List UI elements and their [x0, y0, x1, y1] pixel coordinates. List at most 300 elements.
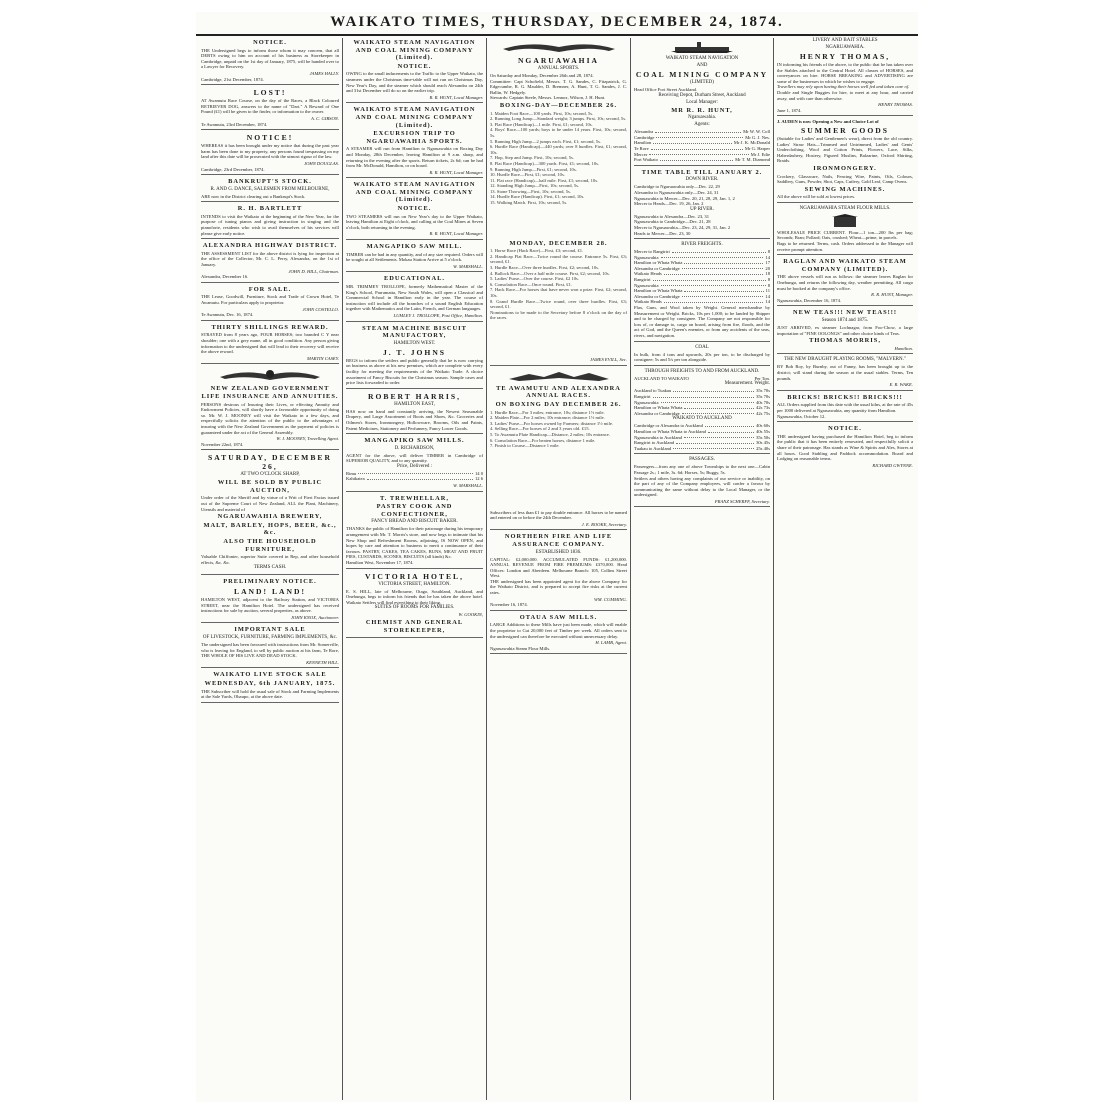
weight-rate: 70s: [763, 399, 770, 405]
ad-signature: LUMLEY J. TROLLOPE, Post Office, Hamilton.: [393, 312, 483, 318]
ad-body: All the above will be sold at lowest prices.: [777, 194, 856, 200]
mill-cut-icon: [820, 214, 870, 228]
price-value: 12 6: [474, 476, 483, 482]
ad-place: Ngaruawahia, October 12.: [777, 413, 826, 419]
ad-place: Te Awamutu, 23rd December, 1874.: [201, 121, 268, 127]
ad-signature: R. R. HUNT, Manager.: [871, 292, 913, 298]
agent-place: Hamilton: [634, 140, 652, 146]
ad-body: THANKS the public of Hamilton for their patronage during his temporary arrangement with Mr. T. Morris's store, and now begs to intimate that his New Shop and Refreshment Rooms, adjoining, IS NOW OPEN, and hopes by care and attention to business to merit a continuance of their favours. PASTRY, CAKES, TEA CAKES, BUNS, MEAT AND FRUIT PIES, CUSTARDS, SCONES, BISCUITS (all kinds) &c.: [346, 526, 483, 560]
price-item: Kahikatea: [346, 476, 365, 482]
ad-title: NOTICE.: [253, 39, 287, 46]
ad-signature: WM. CUMMING.: [593, 596, 627, 602]
ad-title: HENRY THOMAS,: [799, 52, 891, 61]
ornament-cut-icon: [499, 40, 619, 54]
ad-body: PERSONS desirous of Insuring their Lives, or effecting Annuity and Endowment Policies, will shortly have a favourable opportunity of doing so. Mr. W. J. MOONEY will visit the Waikato in a few days, and respectfully solicits the attention of the public to the advantages of insuring with the New Zealand Government as the payment of policies is guaranteed under the act of the General Assembly.: [201, 401, 339, 435]
masthead-title: WAIKATO TIMES, THURSDAY, DECEMBER 24, 1874.: [330, 14, 784, 30]
measure-rate: 25s: [756, 445, 763, 451]
freight-rate: 17: [765, 260, 770, 266]
ad-title: RIVER FREIGHTS.: [681, 242, 723, 248]
ad-signature: JAMES HALLY.: [309, 70, 339, 76]
ad-day: MONDAY, DECEMBER 28.: [509, 239, 608, 247]
ad-signature: JOHN DOUGLAS.: [304, 160, 339, 166]
ad-body: CAPITAL: £2,000,000. ACCUMULATED FUNDS: £1,200,000. ANNUAL REVENUE FROM FIRE PREMIUMS: £370,000. Head Offices: London and Aberdeen. Melbourne Branch: 105, Collins Street West.: [490, 556, 627, 579]
through-route: Cambridge or Alexandra to Auckland: [634, 423, 703, 429]
through-route: Tuakau to Auckland: [634, 445, 672, 451]
freight-route: Rangiriri: [634, 277, 651, 283]
ad-body: Bags to be returned. Terms, cash. Orders addressed to the Manager will receive prompt attention.: [777, 241, 913, 252]
ad-body: Travellers may rely upon having their horses well fed and taken care of.: [777, 84, 910, 90]
down-river-label: DOWN RIVER.: [685, 177, 719, 183]
ad-lead: WILL BE SOLD BY PUBLIC AUCTION,: [217, 479, 323, 494]
ad-title: NEW ZEALAND GOVERNMENT LIFE INSURANCE AND ANNUITIES.: [201, 385, 339, 400]
measure-rate: 42s: [756, 410, 763, 416]
ad-signature: A. C. GIBSON.: [311, 115, 339, 121]
ad-title: WAIKATO STEAM NAVIGATION AND COAL MINING COMPANY (Limited).: [353, 106, 476, 129]
ad-title: R. H. BARTLETT: [237, 205, 303, 213]
ad-subtitle: Season 1874 and 1875.: [821, 318, 869, 323]
ad-title: THIRTY SHILLINGS REWARD.: [211, 323, 329, 331]
ad-title: COAL: [695, 344, 709, 350]
ad-head: EXCURSION TRIP TO NGARUAWAHIA SPORTS.: [366, 130, 463, 145]
freight-rate: 11: [765, 288, 770, 294]
ad-body: THE Lease, Goodwill, Furniture, Stock and Trade of Crown Hotel, Te Awamutu. For particulars apply to proprietor.: [201, 294, 339, 305]
reward-ad: [201, 324, 339, 365]
ad-signature: W. GOOKIN,: [458, 612, 483, 618]
saw-mill-ad: [490, 614, 627, 655]
ad-place: November 22nd, 1874.: [201, 441, 244, 447]
educational-ad: [346, 275, 483, 321]
columns: [198, 38, 916, 1100]
ad-signature: RICHARD GWYNNE.: [872, 462, 913, 468]
ad-head: NOTICE.: [397, 205, 432, 213]
weight-rate: 73s: [763, 405, 770, 411]
ad-body: IN informing his friends of the above, to the public that he has taken over the Stables attached to the Central Hotel. All classes of HORSES, and conveyances on hire. HORSE BREAKING and ADVERTISING are some of the businesses in which he wishes to engage.: [777, 62, 913, 84]
excursion-ad: [346, 106, 483, 178]
ad-title: NOTICE.: [828, 425, 862, 433]
newspaper-page: [196, 12, 918, 1102]
preliminary-ad: [201, 578, 339, 623]
measure-header: Measurement. Weight.: [724, 381, 770, 387]
agent-name: Mr G. Harper: [744, 145, 770, 151]
ad-title: TIME TABLE TILL JANUARY 2.: [641, 168, 763, 176]
ad-place: Ngaruawahia Steam Flour Mills.: [490, 645, 551, 651]
agent-place: Port Waikato: [634, 157, 658, 163]
ad-title: NOTICE!: [246, 133, 294, 143]
timetable-line: Ngaruawahia to Mercer—Dec. 20, 21, 28, 29, Jan. 1, 2: [634, 195, 735, 201]
ad-title: PRELIMINARY NOTICE.: [223, 578, 317, 586]
masthead: [196, 12, 918, 36]
measure-rate: 40s: [756, 428, 763, 434]
ad-title: WAIKATO STEAM NAVIGATION AND COAL MINING COMPANY (Limited).: [353, 181, 476, 204]
weight-rate: 70s: [763, 388, 770, 394]
ad-body: The undersigned has been favoured with instructions from Mr. Somerville, who is leaving for England, to sell by public auction at his farm, Te Rore, THE WHOLE OF HIS LIVE AND DEAD STOCK.: [201, 641, 339, 659]
ad-title: ROBERT HARRIS,: [368, 391, 461, 401]
horse-race-cut-icon: [499, 369, 619, 383]
freight-route: Alexandra or Cambridge: [634, 293, 680, 299]
column-3: [486, 38, 630, 1100]
ad-title: STEAM MACHINE BISCUIT MANUFACTORY,: [362, 324, 467, 340]
through-route: Ngaruawahia: [634, 399, 659, 405]
ad-signature: W. MARSHALL.: [453, 483, 483, 489]
ad-title: WAIKATO STEAM NAVIGATION: [665, 56, 739, 61]
through-route: Ngaruawahia to Auckland: [634, 434, 682, 440]
route-direction: AUCKLAND TO WAIKATO: [634, 375, 689, 381]
ad-signature: E. R. WAKE.: [889, 382, 913, 388]
ad-title: MANGAPIKO SAW MILL.: [366, 243, 463, 251]
measure-rate: 35s: [756, 388, 763, 394]
ad-subtitle: NGARUAWAHIA.: [825, 45, 865, 50]
agent-name: Mr J. K. McDonald: [733, 140, 770, 146]
drapery-ad: [346, 392, 483, 434]
ad-body: (Suitable for Ladies' and Gentlemen's wear), direct from the old country. Ladies' Straw Hats—Trimmed and Untrimmed, Ladies' and Gents' Underclothing, Wool and Cotton Prints, Flowers, Lace, Silks, Haberdashery, Hosiery, Figured Muslins, Balzarine, Oxford Shirting, Braids.: [777, 135, 913, 164]
ad-body: BEGS to inform the settlers and public generally that he is now carrying on business as above at his new premises, which are complete with every facility for meeting the requirements of the Waikato Trade. A choice assortment of Fancy Biscuits for the Christmas season. Sample cases and price lists forwarded to order.: [346, 357, 483, 386]
teas-ad: [777, 309, 913, 354]
ad-title: WAIKATO LIVE STOCK SALE: [213, 671, 327, 679]
ad-subtitle: HAMILTON WEST.: [393, 340, 436, 346]
crest-cut-icon: [215, 367, 325, 383]
ad-body: Valuable Chiffonier, superior Suite covered in Rep, and other household effects, &c. &c.: [201, 554, 339, 565]
ad-signature: THOMAS MORRIS,: [809, 337, 881, 345]
ad-place: Alexandra, December 16.: [201, 274, 249, 280]
ad-body: HAMILTON WEST, adjacent to the Railway Station, and VICTORIA STREET, near the Hamilton Hotel. The undersigned has received instructions for sale by auction, several properties, as above.: [201, 597, 339, 614]
important-sale-ad: [201, 626, 339, 668]
ad-body: Under order of the Sheriff and by virtue of a Writ of Fieri Facias issued out of the Supreme Court of New Zealand, ALL the Plant, Machinery, Utensils and material of: [201, 495, 339, 512]
freight-rate: 18: [765, 271, 770, 277]
agent-place: Alexandra: [634, 129, 654, 135]
ad-terms: TERMS CASH.: [253, 565, 287, 571]
ad-place: Cambridge, 23rd December, 1874.: [201, 166, 265, 172]
agent-place: Te Rore: [634, 145, 649, 151]
ad-stewards: Stewards: Captain Steele, Messrs. Lennox, Wilson, J. H. Hunt.: [490, 95, 606, 101]
hotel-notice-ad: [777, 425, 913, 470]
livestock-ad: [201, 671, 339, 702]
measure-rate: 35s: [756, 434, 763, 440]
freight-rate: 8: [767, 277, 770, 283]
ad-body: LARGE Additions to these Mills have just been made, which will enable the proprietor to Cut 20,000 feet of Timber per week. All orders sent to the undersigned can therefore be executed without unnecessary delay.: [490, 622, 627, 639]
weight-rate: 55s: [763, 428, 770, 434]
ad-title: PASSAGES.: [689, 457, 715, 463]
navigation-notice-ad: [346, 39, 483, 103]
ad-name: J. T. JOHNS: [382, 347, 447, 357]
ad-signature: JOHN D. HILL, Chairman.: [288, 268, 339, 274]
ad-title: THE NEW DRAUGHT PLAYING ROOMS, "MALVERN.": [784, 357, 906, 363]
notice-ad: [201, 133, 339, 175]
ad-subtitle: ESTABLISHED 1836.: [535, 549, 582, 555]
ad-head: SEWING MACHINES.: [804, 185, 886, 193]
ad-title: SATURDAY, DECEMBER 26,: [208, 453, 332, 472]
ad-body: WHEREAS it has been brought under my notice that during the past year harm has been done to my property, any persons found trespassing on my land after this date will be prosecuted with the utmost rigour of the law.: [201, 143, 339, 160]
ad-body: INTENDS to visit the Waikato at the beginning of the New Year, for the purpose of tuning pianos and giving instruction in singing and the pianoforte, residents who wish to avail themselves of his services will please give early notice.: [201, 213, 339, 236]
ad-place: Te Awamutu, Dec. 16, 1874.: [201, 312, 254, 318]
ad-signature: JAMES EVILL, Sec.: [590, 357, 627, 363]
ad-title: BRICKS! BRICKS!! BRICKS!!!: [787, 393, 903, 401]
ad-signature: W. MARSHALL.: [453, 263, 483, 269]
ad-place: Ngaruawahia.: [688, 115, 716, 121]
through-route: Hamilton or Whata Whata to Auckland: [634, 428, 706, 434]
ad-body: AGENT for the above, will deliver TIMBER in Cambridge of SUPERIOR QUALITY, and to any quantity.: [346, 452, 483, 464]
ad-subtitle: VICTORIA STREET, HAMILTON.: [378, 581, 451, 587]
ad-body: ARE now in the District clearing out a Bankrupt's Stock.: [201, 193, 306, 199]
steam-company-ad: [777, 258, 913, 306]
freight-route: Ngaruawahia: [634, 282, 659, 288]
bricks-ad: [777, 394, 913, 422]
route-direction: WAIKATO TO AUCKLAND: [672, 416, 732, 422]
ad-body: BY Bob Roy, by Burnby, out of Fanny, has been brought up to the district; will stand during the season at the usual stables. Terms, Ten pounds.: [777, 364, 913, 381]
notice-ad: [201, 39, 339, 85]
timetable-line: Cambridge to Ngaruawahia only—Dec. 22, 29: [634, 184, 720, 190]
ad-subtitle: D. RICHARDSON,: [394, 445, 435, 451]
ad-tail: CHEMIST AND GENERAL STOREKEEPER,: [365, 618, 464, 634]
ad-manager: MR R. R. HUNT,: [671, 106, 733, 114]
ad-head: SUMMER GOODS: [801, 125, 889, 135]
ad-title: NGARUAWAHIA: [517, 56, 600, 65]
ad-place: Hamilton.: [894, 345, 913, 351]
ad-place: June 1, 1874.: [777, 107, 802, 113]
ad-signature: J. E. ROOKE, Secretary.: [581, 521, 627, 527]
ad-body: MR. TRIMMEY TROLLOPE, formerly Mathematical Master of the King's School, Parramatta, New South Wales, will open a Classical and Commercial School in Hamilton early in the year. The course of instruction will include all the branches of a sound English Education together with Mathematics and the Latin, French, and German languages.: [346, 284, 483, 312]
sports-ad: [490, 40, 627, 366]
coal-ad: [634, 345, 770, 366]
ad-signature: R. R. HUNT, Local Manager.: [429, 231, 483, 237]
ad-title: IMPORTANT SALE: [234, 626, 306, 634]
passages-ad: [634, 457, 770, 507]
measure-rate: 40s: [756, 423, 763, 429]
ad-body: ALL Orders supplied from this date with the usual kilns, at the rate of 45s per 1000 delivered at Ngaruawahia, any quantity from Hamilton.: [777, 402, 913, 413]
ad-body: THE above vessels will run as follows: the steamer leaves Raglan for Onehunga, and returns the following day, weather permitting. All cargo must be booked at the company's office.: [777, 274, 913, 291]
piano-ad: [201, 205, 339, 239]
through-route: Hamilton or Whata Whata: [634, 405, 683, 411]
ad-item: NGARUAWAHIA BREWERY,: [217, 513, 323, 521]
ad-top: LIVERY AND BAIT STABLES: [812, 38, 878, 43]
ad-limited: (LIMITED): [690, 80, 714, 85]
ad-body: Double and Single Buggies for hire, to meet at any hour, and carried away, and with care than otherwise.: [777, 89, 913, 101]
ad-subtitle: ANNUAL SPORTS.: [537, 66, 580, 71]
ad-body: Subscribers of less than £1 to pay double entrance. All horses to be named and entered on or before the 24th December.: [490, 509, 627, 521]
ad-body: OWING to the small inducements to the Traffic to the Upper Waikato, the steamers under the Christmas time-table will not run on Christmas Day, New Year's Day, and the steamer which should reach Alexandra on 24th and 31st December will do so on the earlier trip.: [346, 71, 483, 94]
ad-item: MALT, BARLEY, HOPS, BEER, &c., &c.: [203, 521, 337, 537]
ad-body: Committee: Capt Schofield, Messrs. T. G. Sandes, C. Fitzpatrick, G. Edgecumbe, R. G. Maulder, D. Bremner, A. Hunt, T. G. Sandes, J. C. Ballin, W. Hedgely.: [490, 78, 627, 95]
saw-mill-ad: [346, 437, 483, 492]
ad-title: ALEXANDRA HIGHWAY DISTRICT.: [202, 242, 338, 250]
through-route: Alexandra or Cambridge: [634, 410, 680, 416]
ad-subtitle: FANCY BREAD AND BISCUIT BAKER.: [371, 519, 458, 525]
ad-body: THE Subscriber will hold the usual sale of Stock and Farming Implements at the Sale Yards, Ohaupo, at the above date.: [201, 688, 339, 700]
ad-title: NGARUAWAHIA STEAM FLOUR MILLS.: [799, 205, 891, 211]
hotel-ad: [346, 572, 483, 639]
ad-body: Passengers—from any one of above Townships to the next one—Cabin Passage 2s.; 1 mile, 3s. 6d; Horses, 5s; Buggy, 5s.: [634, 464, 770, 475]
biscuit-ad: [346, 325, 483, 389]
weight-rate: 75s: [763, 410, 770, 416]
ad-place: Ngaruawahia, December 16, 1874.: [777, 297, 842, 303]
ad-signature: MARTIN CASEY.: [307, 355, 339, 361]
ad-signature: HENRY THOMAS.: [878, 102, 913, 108]
agent-name: Mr T. M. Diamond: [735, 157, 770, 163]
ad-signature: R. R. HUNT, Local Manager.: [429, 169, 483, 175]
insurance-ad: [201, 367, 339, 450]
ad-body: STRAYED from 8 years ago, FOUR HORSES; two branded C Y near shoulder; one with a grey mane, all in good condition. Any person giving information to the undersigned that will lead to their recovery will receive the above reward.: [201, 332, 339, 355]
ad-body: Crockery, Glassware, Nails, Fencing Wire, Paints, Oils, Colours, Saddlery, Guns, Powder, Shot, Caps, Cutlery, Gold Leaf, Camp Ovens.: [777, 173, 913, 185]
ad-head: IRONMONGERY.: [813, 164, 877, 172]
ad-title: MANGAPIKO SAW MILLS.: [364, 437, 465, 445]
weight-rate: 60s: [763, 423, 770, 429]
price-value: 14 0: [474, 470, 483, 476]
agent-place: Cambridge: [634, 134, 655, 140]
freight-rate: 8: [767, 249, 770, 255]
freight-rate: 20: [765, 265, 770, 271]
freight-rate: 14: [765, 293, 770, 299]
ad-body: A STEAMER will run from Hamilton to Ngaruawahia on Boxing Day and Monday, 28th December, leaving Hamilton at 9 a.m. sharp, and returning in the evening after the sports. Return tickets, 2s 6d; can be had from Mr. McDonald, Hamilton, or on board.: [346, 146, 483, 169]
ad-subtitle: PASTRY COOK AND CONFECTIONER,: [376, 503, 453, 518]
weight-rate: 45s: [763, 440, 770, 446]
weight-rate: 50s: [763, 434, 770, 440]
measure-rate: 42s: [756, 405, 763, 411]
pastry-ad: [346, 495, 483, 569]
timetable-line: Mercer to Ngaruawahia—Dec. 23, 24, 29, 31, Jan. 2: [634, 224, 731, 230]
ad-body: TWO STEAMERS will run on New Year's day to the Upper Waikato, leaving Hamilton at Eight o'clock, and calling at the Coal Mines at Seven o'clock, both returning in the evening.: [346, 213, 483, 230]
races-ad: [490, 369, 627, 531]
ad-suites: SUITES OF ROOMS FOR FAMILIES.: [374, 605, 455, 611]
ad-title: EDUCATIONAL.: [383, 275, 446, 283]
ad-subtitle: R. AND G. DANCE, SALESMEN FROM MELBOURNE,: [210, 186, 330, 192]
ad-title: NEW TEAS!!! NEW TEAS!!!: [792, 309, 898, 317]
ad-day: BOXING-DAY—DECEMBER 26.: [499, 101, 618, 109]
freight-route: Ngaruawahia: [634, 254, 659, 260]
ad-subtitle: ON BOXING DAY DECEMBER 26.: [495, 400, 622, 408]
ad-signature: KENNETH HILL.: [306, 659, 339, 665]
through-route: Auckland to Tuakau: [634, 388, 672, 394]
timetable-line: Ngaruawahia to Alexandra—Dec. 23, 31: [634, 213, 710, 219]
up-river-label: UP RIVER.: [690, 206, 714, 212]
forsale-ad: [201, 286, 339, 321]
measure-rate: 40s: [756, 399, 763, 405]
freight-route: Alexandra or Cambridge: [634, 265, 680, 271]
company-ad: [634, 40, 770, 166]
ad-depot: Receiving Depot, Durham Street, Auckland: [658, 92, 746, 98]
price-label: Price, Delivered :: [396, 463, 433, 469]
assurance-ad: [490, 533, 627, 611]
freight-notes: Flax, Gum, and Wool taken by Weight. General merchandise by Measurement or Weight. Bricks, 10s per 1,000; to be landed by Shipper and to be charged by consignee. The Company are not responsible for loss of, or damage to, cargo on board, arising from fire, floods, and the act of God, and the Queen's enemies, or from any accidents of the seas, rivers, and navigation.: [634, 305, 770, 338]
bankrupt-ad: [201, 178, 339, 202]
ad-title: NORTHERN FIRE AND LIFE ASSURANCE COMPANY.: [504, 533, 613, 548]
agent-row: [634, 157, 770, 163]
timetable-line: Alexandra to Ngaruawahia only—Dec. 24, 31: [634, 189, 719, 195]
summer-goods-ad: [777, 119, 913, 203]
ad-title: WAIKATO STEAM NAVIGATION AND COAL MINING COMPANY (Limited).: [353, 39, 476, 62]
steamer-cut-icon: [667, 40, 737, 54]
timetable-line: Ngaruawahia to Cambridge—Dec. 21, 28: [634, 219, 711, 225]
saw-mill-ad: [346, 243, 483, 272]
weight-rate: 40s: [763, 445, 770, 451]
through-route: Rangiriri to Auckland: [634, 440, 675, 446]
ad-place: November 16, 1874.: [490, 602, 528, 608]
ad-subtitle: OF LIVESTOCK, FURNITURE, FARMING IMPLEMENTS, &c.: [202, 634, 338, 640]
ad-body: THE ASSESSMENT LIST for the above district is lying for inspection at the office of the Collector, Mr. C. L. Perry, Alexandra, on the 1st of January.: [201, 250, 339, 268]
timetable-line: Heads to Mercer—Dec. 23, 30: [634, 230, 691, 236]
freights-ad: [634, 242, 770, 342]
ad-body: TIMBER can be had in any quantity, and of any size required. Orders will be sought at all Settlements. Mokau Station Arrive at 5 o'clock.: [346, 251, 483, 263]
ad-title: LOST!: [253, 88, 287, 98]
ad-signature: JOHN COSTELLO.: [302, 306, 339, 312]
ad-place: Cambridge, 21st December, 1874.: [201, 76, 264, 82]
ad-body: JUST ARRIVED, ex steamer Lochnagar, from Foo-Chow, a large importation of "FINE OOLONGS" and other choice kinds of Teas.: [777, 325, 913, 336]
ad-signature: W. J. MOONEY, Travelling Agent.: [276, 436, 339, 442]
freight-route: Mercer to Rangiriri: [634, 249, 670, 255]
price-row: [346, 476, 483, 482]
ad-title: OTAUA SAW MILLS.: [519, 613, 598, 621]
through-freights-ad: [634, 369, 770, 455]
race-program: 1. Hurdle Race—For 3 miles; entrance, 10s; distance 1½ mile. 2. Maiden Plate—For 2 miles; 10s entrance; distance 1½ mile. 3. Ladies' Purse—For horses owned by Farmers; distance 1½ mile. 4. Selling Race—For horses of 2 and 3 years old. £15. 5. To Awamutu Plate Handicap—Distance, 2 miles; 10s entrance. 6. Consolation Race—For beaten horses, distance 1 mile. 7. Finish to Course—Distance 1 mile.: [490, 409, 614, 449]
column-5: [773, 38, 916, 1100]
measure-rate: 35s: [756, 393, 763, 399]
price-item: Rimu: [346, 470, 357, 476]
ad-body: WHOLESALE PRICE CURRENT. Flour—1 ton—200 lbs per bag; Seconds; Bran; Pollard; Oats, crushed; Wheat—prime, in parcels.: [777, 229, 913, 241]
ad-body: THE Undersigned begs to inform those whom it may concern, that all DEBTS owing to him on account of his business as Storekeeper in Cambridge, unpaid on the 1st day of January, 1875, will be handed over to a Lawyer for Recovery.: [201, 47, 339, 70]
ad-body: In bulk, from 4 tons and upwards, 20s per ton, to be discharged by consignee; 5s and 5/s per ton alongside.: [634, 351, 770, 363]
lost-ad: [201, 88, 339, 130]
ad-title: RAGLAN AND WAIKATO STEAM COMPANY (LIMITED).: [783, 258, 907, 273]
ad-title: THROUGH FREIGHTS TO AND FROM AUCKLAND.: [644, 368, 760, 374]
freight-rate: 8: [767, 282, 770, 288]
rate-header: Per Ton.: [754, 375, 770, 381]
measure-rate: 30s: [756, 440, 763, 446]
ad-body: AT Awamutu Race Course, on the day of the Races, a Black Coloured RETRIEVER DOG, answers to the name of "Dart." A Reward of One Pound (£1) will be given to the finder, or information to the owner.: [201, 98, 339, 115]
ad-body: E. S. HILL, late of Melbourne, Otago, Southland, Auckland, and Onehunga, begs to inform his friends that he has taken the above hotel. Waikato Settlers will find everything to their liking.: [346, 588, 483, 605]
ad-and: AND: [696, 63, 708, 68]
ad-title: T. TREWHELLAR,: [380, 494, 449, 502]
timetable-line: Mercer to Heads—Dec. 19, 26, Jan. 2: [634, 201, 704, 207]
highway-ad: [201, 242, 339, 283]
through-row: [634, 446, 770, 452]
ad-manager-label: Local Manager:: [686, 99, 718, 105]
ad-body: THE undersigned has been appointed agent for the above Company for the Waikato District, and is prepared to accept fire risks at the current rates.: [490, 578, 627, 596]
ad-body: Settlers and others having any complaints of our service or inability, on the part of any of the Company employees, will confer a favour by communicating the same without delay to the Local Manager, or the undersigned.: [634, 475, 770, 498]
flour-mills-ad: [777, 206, 913, 255]
agent-place: Mercer: [634, 151, 648, 157]
ad-subtitle: AT TWO O'CLOCK SHARP,: [240, 472, 300, 478]
ad-item: ALSO THE HOUSEHOLD FURNITURE,: [223, 538, 317, 553]
ad-place: Hamilton West, November 17, 1874.: [346, 560, 414, 565]
agent-name: Mr J. Edie: [750, 151, 770, 157]
stallion-ad: [777, 357, 913, 390]
ad-body: HAS now on hand and constantly arriving, the Newest Seasonable Drapery, and Large Assortment of Boots and Shoes, &c. Groceries and Oilmen's Stores, Ironmongery, Hollowware, Brooms, Oils and Paints, Patent Medicines, Stationery and Perfumery, Fancy Lower Goods.: [346, 408, 483, 431]
ad-head: NOTICE.: [397, 62, 432, 70]
ad-signature: R. R. HUNT, Local Manager.: [429, 94, 483, 100]
weight-rate: 70s: [763, 393, 770, 399]
race-program: 1. Maiden Foot Race—100 yards. First, 10s; second, 5s. 2. Running Long Jump—Standard weight; 3 jumps. First, 10s; second, 5s. 3. Flat Race (Handicap)—1 mile. First, £1; second, 10s. 4. Boys' Race—100 yards; boys to be under 14 years. First, 10s; second, 5s. 5. Running High Jump—2 jumps each. First, £1; second, 5s. 6. Hurdle Race (Handicap)—440 yards; over 8 hurdles. First, £1; second, 10s. 7. Hop, Step and Jump. First, 10s; second, 5s. 8. Flat Race (Handicap)—300 yards. First, £1; second, 10s. 9. Running High Jump—First, £1; second, 10s. 10. Hurdle Race—First, £1; second, 10s. 11. Flat race (Handicap)—half mile. First, £1; second, 10s. 12. Standing High Jump—First, 10s; second, 5s. 13. Stone Throwing—First, 10s; second, 5s. 14. Hurdle Race (Handicap). First, £1; second, 10s. 15. Walking Match. First, 10s; second, 5s.: [490, 110, 627, 206]
freight-rate: 14: [765, 299, 770, 305]
auction-ad: [201, 453, 339, 575]
ad-title: FOR SALE.: [248, 285, 292, 293]
race-program: 1. Horse Race (Hack Race)—First, £3; second, £1. 2. Handicap Flat Race—Twice round the course. Entrance 5s. First, £3; second, £1. 3. Hurdle Race—Over three hurdles. First, £2; second, 10s. 4. Bullock Race—Over a half mile course. First, £2; second, 10s. 5. Ladies' Purse—Over the course. First, £2 10s. 6. Consolation Race—Once round. First, £1. 7. Hack Race—For horses that have never won a prize. First, £2; second, 10s. 8. Grand Hurdle Race—Twice round, over three hurdles. First, £3; second, £1. Nominations to be made to the Secretary before 8 o'clock on the day of the races.: [490, 248, 627, 321]
navigation-notice-ad: [346, 181, 483, 240]
ad-signature: FRANZ SCHERFF, Secretary.: [714, 498, 770, 504]
column-4: [630, 38, 773, 1100]
freight-route: Waikato Heads: [634, 271, 662, 277]
ad-subtitle: WEDNESDAY, 6th JANUARY, 1875.: [204, 679, 336, 687]
ad-office: Head Office Fort Street Auckland.: [634, 87, 698, 92]
ad-subtitle: LAND! LAND!: [234, 587, 306, 596]
ad-body: THE undersigned having purchased the Hamilton Hotel, beg to inform the public that it has been entirely renovated, and respectfully solicit a share of their patronage. Has stands as Wine & Spirits and Ales, Stores at all hours. Good Stabling and Paddock accommodation. Board and Lodging on reasonable terms.: [777, 433, 913, 462]
timetable-ad: [634, 169, 770, 239]
through-route: Rangiriri: [634, 393, 651, 399]
ad-title: J. AUDEN is now Opening a New and Choice Lot of: [777, 119, 879, 125]
freight-rate: 14: [765, 254, 770, 260]
livery-ad: [777, 38, 913, 116]
ad-title: BANKRUPT'S STOCK.: [228, 178, 312, 186]
freight-route: Hamilton or Whata Whata: [634, 260, 683, 266]
agents-label: Agents:: [694, 122, 710, 128]
column-1: [198, 38, 342, 1100]
